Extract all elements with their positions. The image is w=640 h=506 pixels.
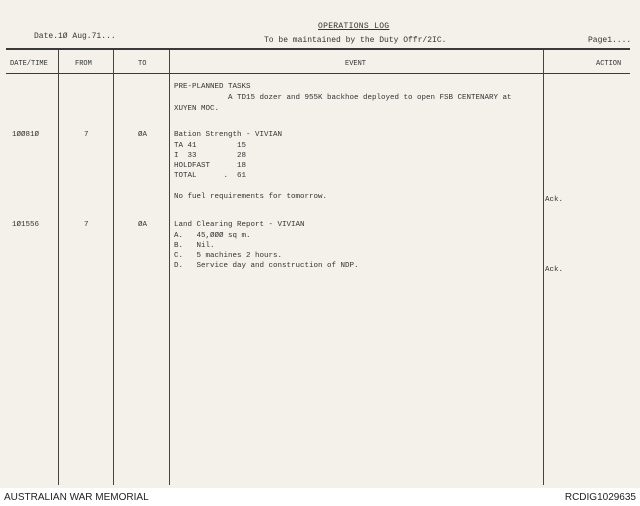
entry-action: Ack. — [545, 266, 564, 274]
column-divider — [113, 50, 114, 485]
date-field: Date.1Ø Aug.71... — [34, 32, 116, 41]
entry-event-line: TOTAL . 61 — [174, 172, 247, 180]
entry-event-line: PRE-PLANNED TASKS — [174, 83, 251, 91]
entry-datetime: 1ØØ81Ø — [12, 131, 40, 139]
entry-event-line: Bation Strength - VIVIAN — [174, 131, 283, 139]
entry-event-line: XUYEN MOC. — [174, 105, 220, 113]
page-number-field: Page1.... — [588, 36, 632, 45]
col-header-from: FROM — [75, 60, 92, 68]
entry-event-line: I 33 28 — [174, 152, 247, 160]
col-header-event: EVENT — [345, 60, 367, 68]
entry-to: ØA — [138, 221, 148, 229]
col-header-to: TO — [138, 60, 147, 68]
entry-event-line: No fuel requirements for tomorrow. — [174, 193, 328, 201]
header-bottom-rule — [6, 73, 630, 74]
entry-from: 7 — [84, 221, 89, 229]
entry-event-line: C. 5 machines 2 hours. — [174, 252, 283, 260]
column-divider — [543, 50, 544, 485]
page-title: OPERATIONS LOG — [318, 22, 390, 31]
column-divider — [169, 50, 170, 485]
entry-event-line: TA 41 15 — [174, 142, 247, 150]
column-divider — [58, 50, 59, 485]
footer-source: AUSTRALIAN WAR MEMORIAL — [4, 492, 149, 503]
entry-event-line: A. 45,ØØØ sq m. — [174, 232, 251, 240]
entry-action: Ack. — [545, 196, 564, 204]
entry-from: 7 — [84, 131, 89, 139]
entry-event-line: B. Nil. — [174, 242, 215, 250]
header-top-rule — [6, 48, 630, 50]
page-subtitle: To be maintained by the Duty Offr/2IC. — [264, 36, 447, 45]
col-header-action: ACTION — [596, 60, 622, 68]
entry-event-line: Land Clearing Report - VIVIAN — [174, 221, 305, 229]
entry-event-line: D. Service day and construction of NDP. — [174, 262, 359, 270]
entry-event-line: HOLDFAST 18 — [174, 162, 247, 170]
col-header-datetime: DATE/TIME — [10, 60, 48, 68]
entry-to: ØA — [138, 131, 148, 139]
footer-id: RCDIG1029635 — [564, 492, 636, 503]
entry-datetime: 1Ø1556 — [12, 221, 40, 229]
entry-event-line: A TD15 dozer and 955K backhoe deployed to open FSB CENTENARY at — [174, 94, 512, 102]
